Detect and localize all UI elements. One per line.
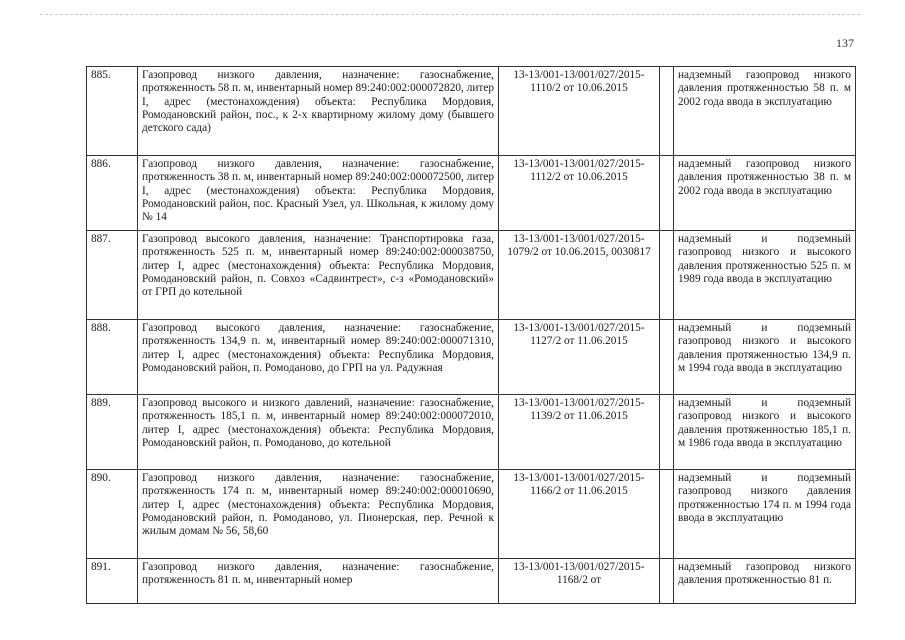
registration-record: 13-13/001-13/001/027/2015-1166/2 от 11.06.2015: [499, 470, 660, 559]
object-description: Газопровод высокого и низкого давлений, назначение: газоснабжение, протяженность 185,1 п. м, инвентарный номер 89:240:002:000072010, литер I, адрес (местонахождения) объекта: Республика Мордовия, Ромодановский район, п. Ромоданово, до котельной: [138, 395, 499, 470]
column-gap: [660, 67, 674, 156]
row-number: 887.: [87, 231, 138, 320]
object-description: Газопровод низкого давления, назначение: газоснабжение, протяженность 81 п. м, инвентарный номер: [138, 559, 499, 604]
page-number: 137: [836, 36, 854, 50]
column-gap: [660, 156, 674, 231]
row-number: 890.: [87, 470, 138, 559]
registration-record: 13-13/001-13/001/027/2015-1110/2 от 10.06.2015: [499, 67, 660, 156]
object-note: надземный и подземный газопровод низкого и высокого давления протяженностью 134,9 п. м 1994 года ввода в эксплуатацию: [674, 320, 856, 395]
object-description: Газопровод низкого давления, назначение: газоснабжение, протяженность 174 п. м, инвентарный номер 89:240:002:000010690, литер I, адрес (местонахождения) объекта: Республика Мордовия, Ромодановский район, п. Ромоданово, ул. Пионерская, пер. Речной к жилым домам № 56, 58,60: [138, 470, 499, 559]
table-row: [87, 231, 856, 320]
object-note: надземный газопровод низкого давления протяженностью 38 п. м 2002 года ввода в эксплуатацию: [674, 156, 856, 231]
object-description: Газопровод низкого давления, назначение: газоснабжение, протяженность 38 п. м, инвентарный номер 89:240:002:000072500, литер I, адрес (местонахождения) объекта: Республика Мордовия, Ромодановский район, пос. Красный Узел, ул. Школьная, к жилому дому № 14: [138, 156, 499, 231]
object-description: Газопровод высокого давления, назначение: Транспортировка газа, протяженность 525 п. м, инвентарный номер 89:240:002:000038750, литер I, адрес (местонахождения) объекта: Республика Мордовия, Ромодановский район, п. Совхоз «Садвинтрест», с-з «Ромодановский» от ГРП до котельной: [138, 231, 499, 320]
row-number: 889.: [87, 395, 138, 470]
registry-table: [86, 66, 856, 604]
column-gap: [660, 320, 674, 395]
registration-record: 13-13/001-13/001/027/2015-1127/2 от 11.06.2015: [499, 320, 660, 395]
table-row: [87, 470, 856, 559]
row-number: 891.: [87, 559, 138, 604]
object-note: надземный и подземный газопровод низкого давления протяженностью 174 п. м 1994 года ввода в эксплуатацию: [674, 470, 856, 559]
registration-record: 13-13/001-13/001/027/2015-1079/2 от 10.06.2015, 0030817: [499, 231, 660, 320]
column-gap: [660, 559, 674, 604]
table-row: [87, 320, 856, 395]
row-number: 888.: [87, 320, 138, 395]
row-number: 886.: [87, 156, 138, 231]
table-row: [87, 156, 856, 231]
object-description: Газопровод низкого давления, назначение: газоснабжение, протяженность 58 п. м, инвентарный номер 89:240:002:000072820, литер I, адрес (местонахождения) объекта: Республика Мордовия, Ромодановский район, пос., к 2-х квартирному жилому дому (бывшего детского сада): [138, 67, 499, 156]
table-row: [87, 67, 856, 156]
object-note: надземный и подземный газопровод низкого и высокого давления протяженностью 525 п. м 1989 года ввода в эксплуатацию: [674, 231, 856, 320]
registration-record: 13-13/001-13/001/027/2015-1139/2 от 11.06.2015: [499, 395, 660, 470]
column-gap: [660, 470, 674, 559]
registration-record: 13-13/001-13/001/027/2015-1168/2 от: [499, 559, 660, 604]
column-gap: [660, 395, 674, 470]
column-gap: [660, 231, 674, 320]
object-note: надземный и подземный газопровод низкого и высокого давления протяженностью 185,1 п. м 1986 года ввода в эксплуатацию: [674, 395, 856, 470]
object-note: надземный газопровод низкого давления протяженностью 81 п.: [674, 559, 856, 604]
scan-artifact-line: [40, 14, 860, 15]
table-row: [87, 395, 856, 470]
registration-record: 13-13/001-13/001/027/2015-1112/2 от 10.06.2015: [499, 156, 660, 231]
row-number: 885.: [87, 67, 138, 156]
table-row: [87, 559, 856, 604]
object-description: Газопровод высокого давления, назначение: газоснабжение, протяженность 134,9 п. м, инвентарный номер 89:240:002:000071310, литер I, адрес (местонахождения) объекта: Республика Мордовия, Ромодановский район, п. Ромоданово, до ГРП на ул. Радужная: [138, 320, 499, 395]
object-note: надземный газопровод низкого давления протяженностью 58 п. м 2002 года ввода в эксплуатацию: [674, 67, 856, 156]
